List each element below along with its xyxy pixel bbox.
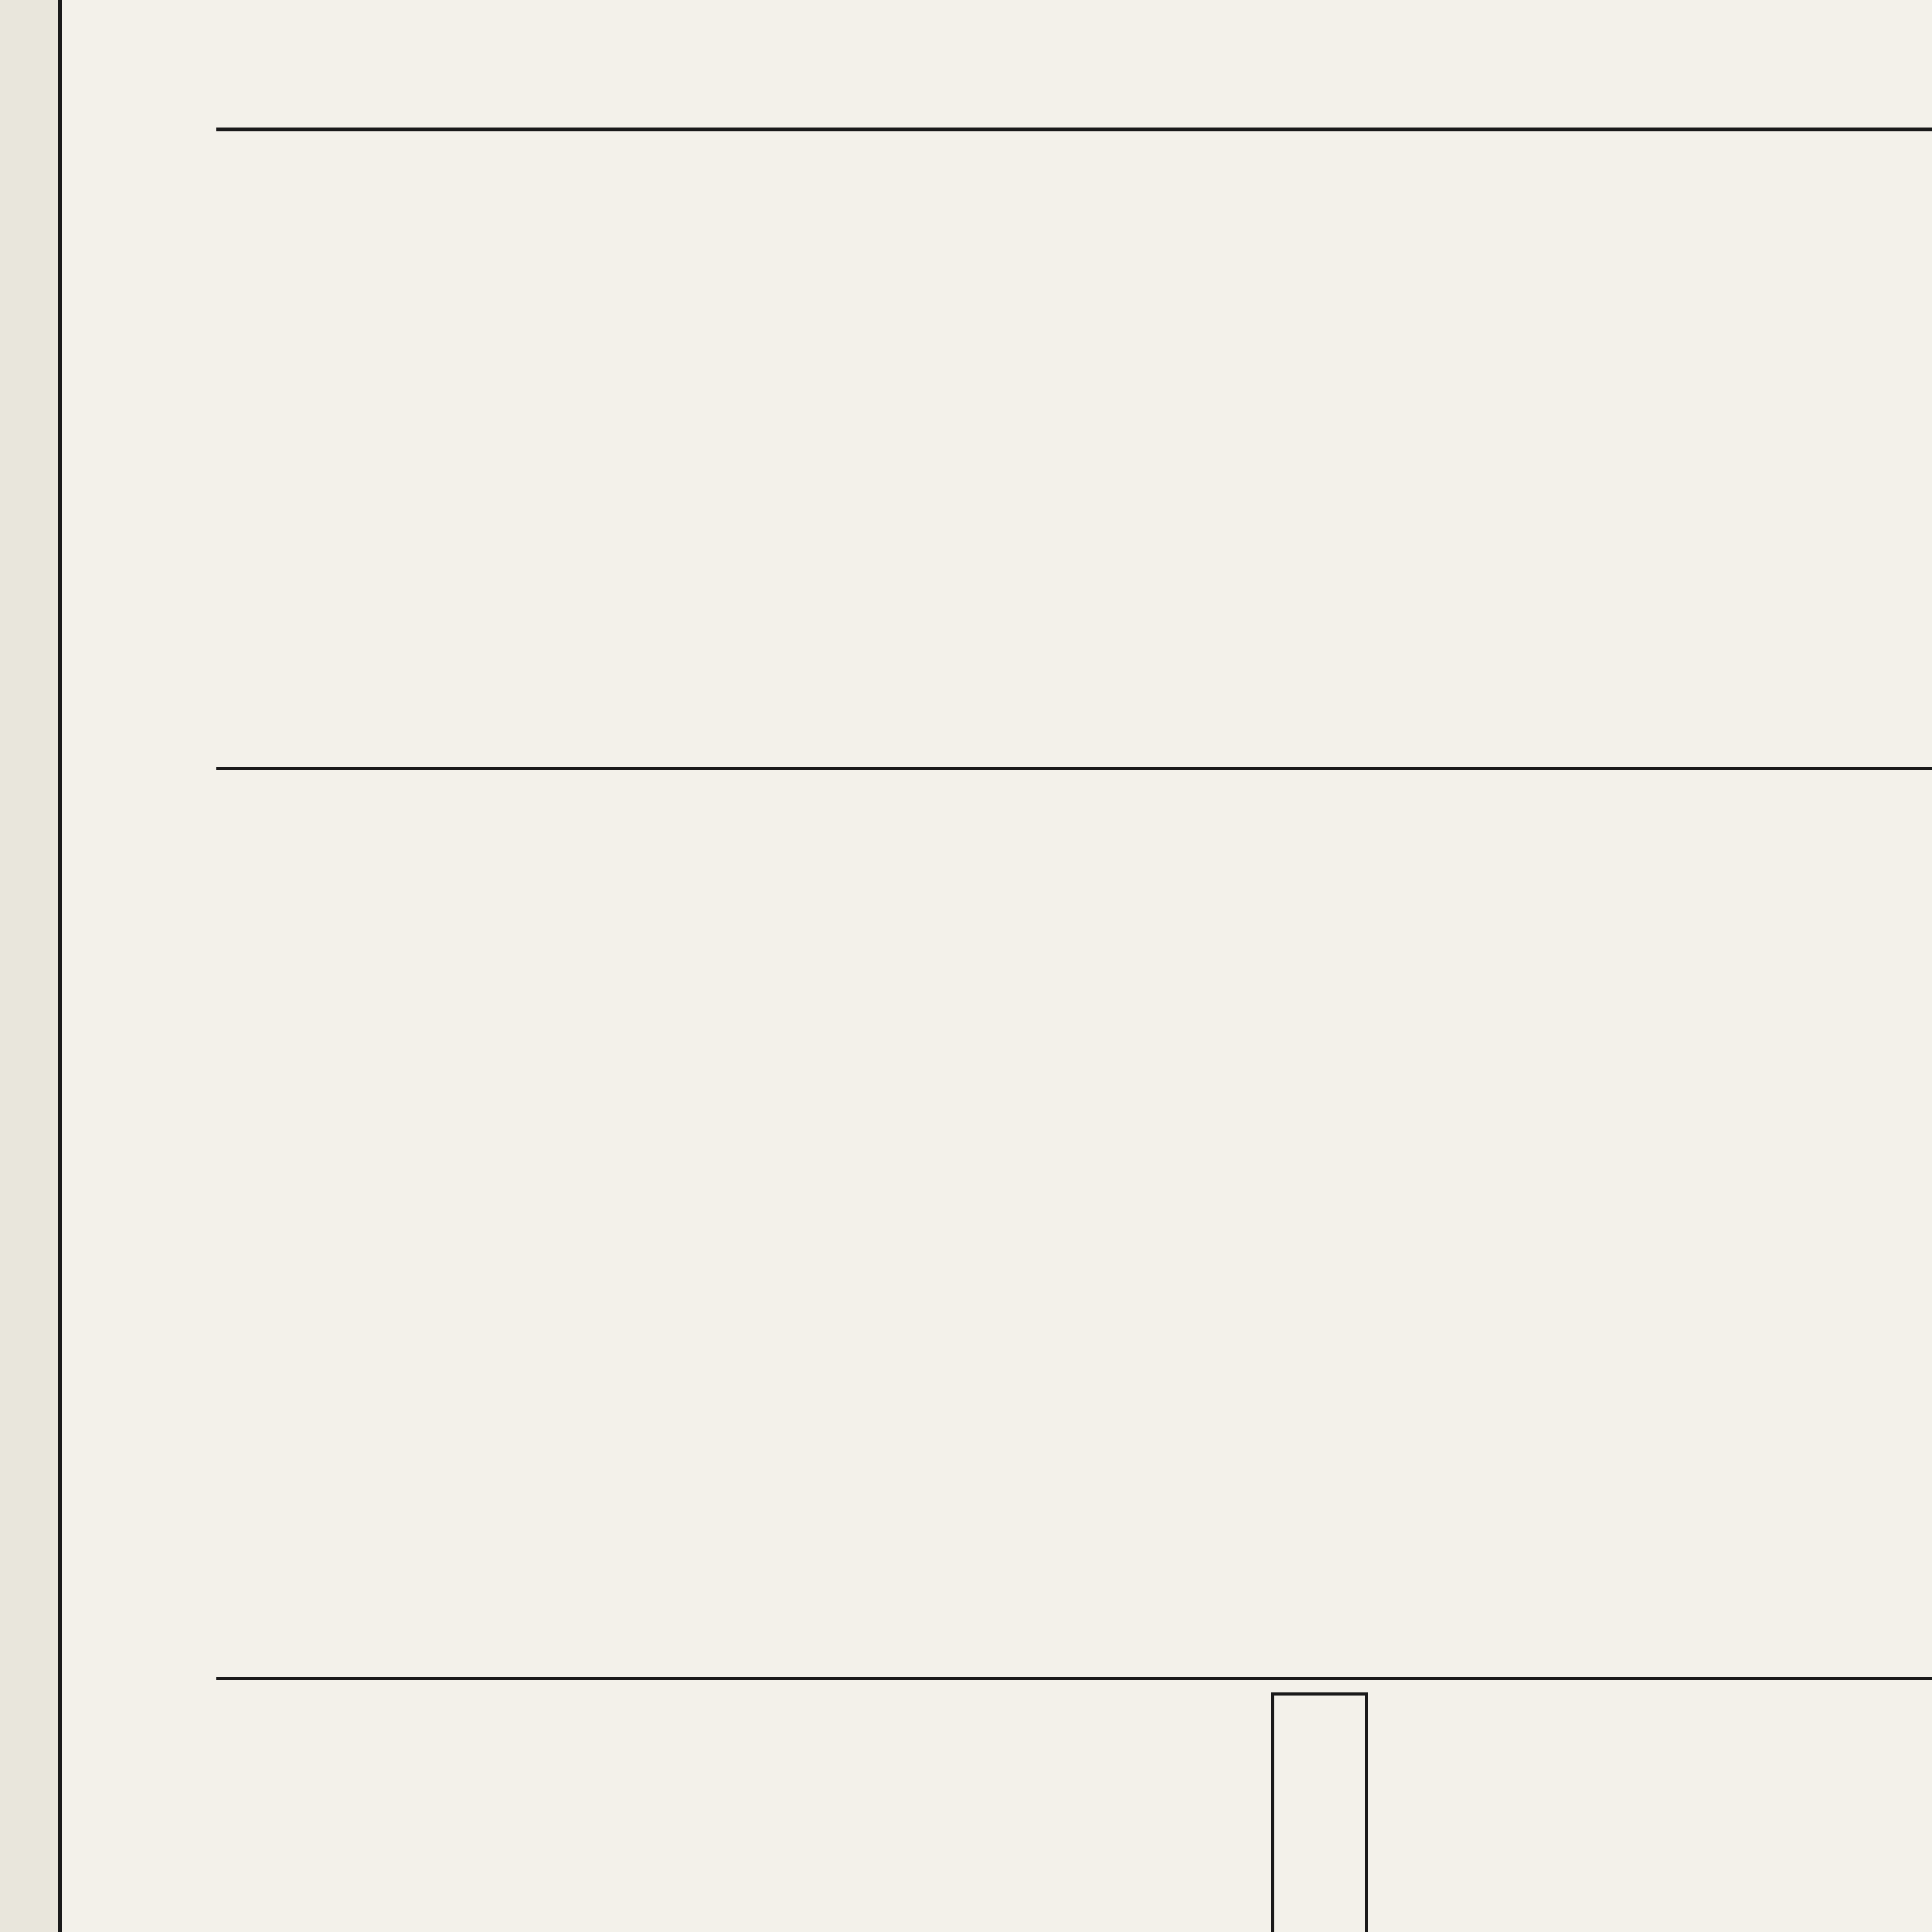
article-suicide (1383, 1685, 1708, 1932)
world-title (1870, 1762, 1932, 1932)
confucius-cont-body (781, 158, 1422, 753)
inventions-body (1449, 912, 1932, 1646)
novel-label-2 (1372, 1534, 1422, 1665)
poems-body-2 (220, 1696, 738, 1932)
article-inventions (1437, 889, 1932, 1673)
world-body (1716, 1689, 1862, 1932)
strip-divider (58, 0, 62, 1932)
strip-heading-3 (4, 1507, 54, 1700)
poems-author (746, 1801, 788, 1932)
middle-section-rule (216, 1677, 1932, 1680)
page-header (216, 71, 1932, 129)
confucius-end-body (224, 158, 765, 753)
poems-sub2 (796, 1762, 866, 1932)
strip-heading-1 (4, 1063, 54, 1256)
strip-title (4, 116, 58, 502)
suicide-body (1391, 1689, 1615, 1932)
suicide-title (1623, 1762, 1696, 1932)
article-world (1708, 1685, 1932, 1932)
poems (216, 1685, 1376, 1932)
novel-title-box (773, 1526, 1430, 1673)
novel-number (1097, 1534, 1144, 1665)
poems-title (1271, 1692, 1368, 1932)
novel-title (1267, 1530, 1368, 1669)
poems-body-1 (943, 1696, 1264, 1932)
strip-heading-4 (4, 1893, 54, 1932)
header-rule (216, 128, 1932, 131)
article-confucius-end (216, 143, 765, 761)
adjacent-page-strip (0, 0, 58, 1932)
strip-heading-2 (4, 1314, 54, 1391)
strip-body (12, 502, 58, 734)
poems-sub1 (873, 1762, 935, 1932)
article-confucius-cont (773, 143, 1422, 761)
novel-body (224, 792, 1422, 1526)
article-confucius (1430, 143, 1932, 761)
novel-chapter (1209, 1534, 1256, 1665)
novel-author (1151, 1534, 1198, 1665)
confucius-body (1434, 158, 1932, 753)
